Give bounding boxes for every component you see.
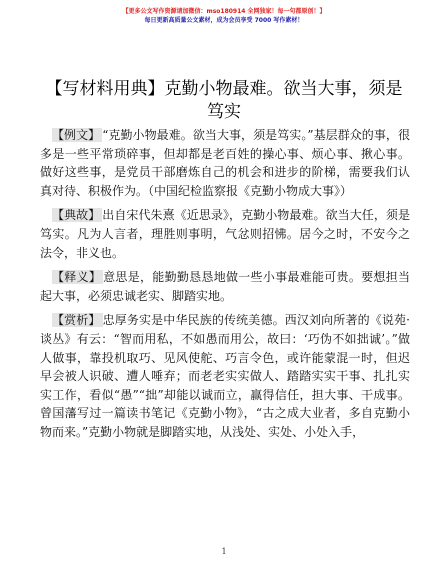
section-text: “克勤小物最难。欲当大事，须是笃实。”基层群众的事，很多是一些平常琐碎事，但却都是老百姓的操心事、烦心事、揪心事。做好这些事，是党员干部磨炼自己的机会和进步的阶梯，需要我们认真对待、积极作为。（中国纪检监察报《克勤小物成大事》） [40, 128, 410, 198]
document-body [40, 126, 410, 448]
section-example [40, 126, 410, 200]
section-allusion [40, 206, 410, 262]
document-title: 【写材料用典】克勤小物最难。欲当大事，须是笃实 [45, 79, 403, 122]
section-appreciation [40, 311, 410, 441]
section-text: 出自宋代朱熹《近思录》，克勤小物最难。欲当大任，须是笃实。凡为人言者，理胜则事明，气忿则招怫。居今之时，不安今之法令，非义也。 [40, 208, 410, 260]
promo-line-2: 每日更新高质量公文素材，成为会员享受 7000 写作素材！ [144, 17, 304, 24]
section-tag: 【典故】 [52, 208, 101, 223]
page-number: 1 [221, 547, 227, 556]
promo-line-1: 【更多公文写作资源请加微信：mso180914 全网独家！每一句都原创！】 [122, 8, 326, 15]
section-text: 意思是，能勤勤恳恳地做一些小事最难能可贵。要想担当起大事，必须忠诚老实、脚踏实地。 [40, 270, 410, 303]
section-tag: 【例文】 [52, 128, 101, 142]
section-text: 忠厚务实是中华民族的传统美德。西汉刘向所著的《说苑·谈丛》有云：“智而用私，不如愚而用公，故曰：‘巧伪不如拙诚’。”做人做事，靠投机取巧、见风使舵、巧言令色，或许能蒙混一时，但迟早会被人识破、遭人唾弃；而老老实实做人、踏踏实实干事、扎扎实实工作，看似“愚”“拙”却能以诚而立，赢得信任，担大事、干成事。曾国藩写过一篇读书笔记《克勤小物》，“古之成大业者，多自克勤小物而来。”克勤小物就是脚踏实地，从浅处、实处、小处入手， [40, 313, 410, 439]
section-tag: 【赏析】 [52, 313, 101, 328]
promo-banner [0, 7, 448, 25]
section-tag: 【释义】 [52, 270, 102, 285]
section-interpretation [40, 268, 410, 305]
